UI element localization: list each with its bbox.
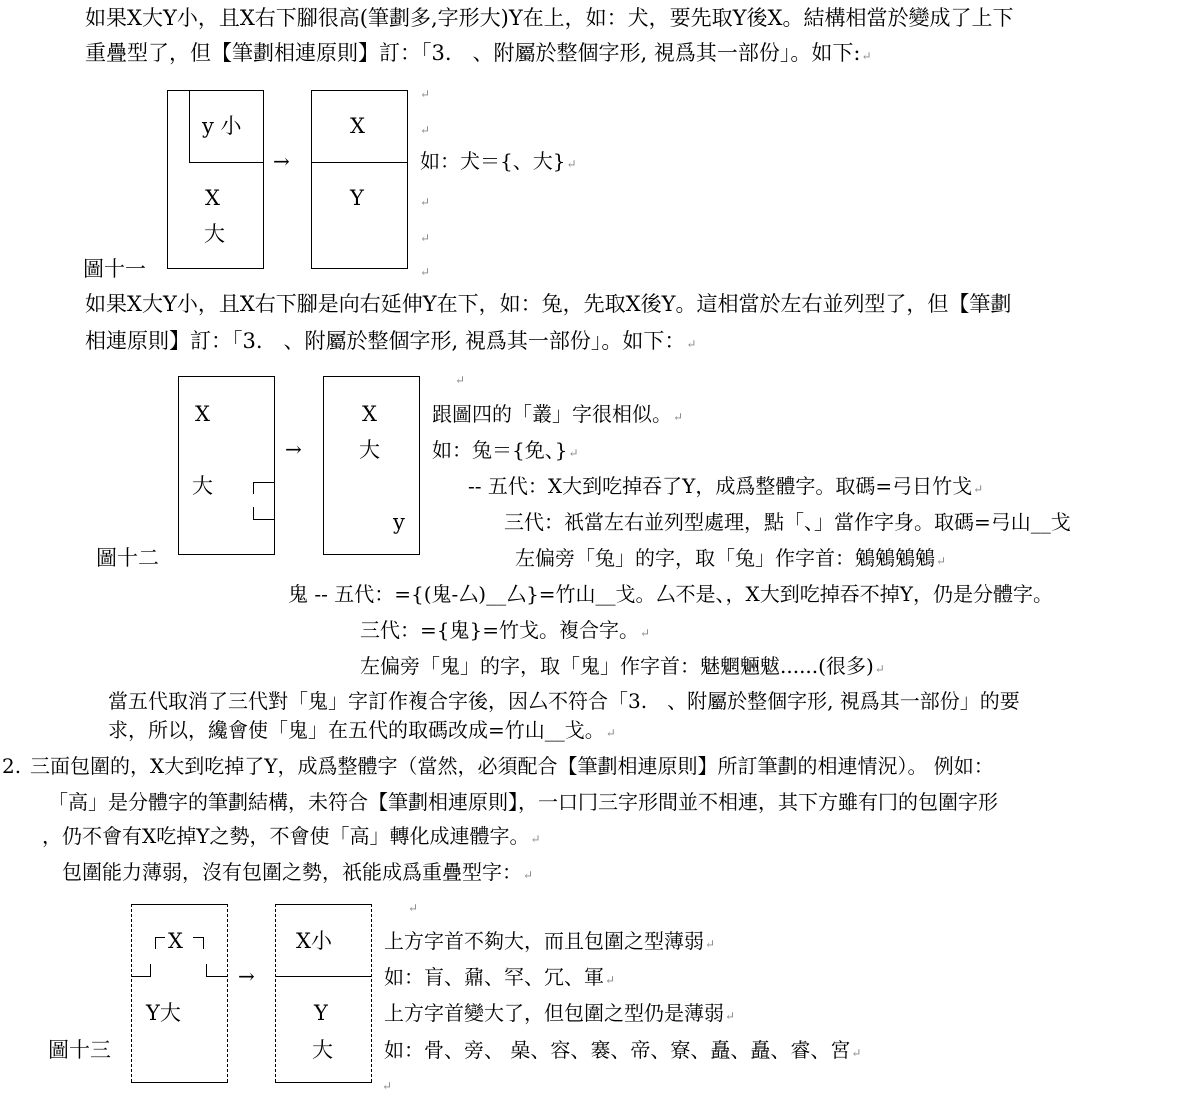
paragraph-mark-icon: ↵ <box>566 157 577 171</box>
fig13-left-left-border <box>131 904 132 1082</box>
fig13-right-right-border <box>371 904 372 1082</box>
fig13-note1: 上方字首不夠大，而且包圍之型薄弱↵ <box>384 929 716 953</box>
gui-line2: 三代：={鬼}=竹戈。複合字。↵ <box>360 618 651 642</box>
paragraph-mark-icon: ↵ <box>973 482 984 496</box>
fig13-left-right-border <box>227 904 228 1082</box>
paragraph-mark-icon: ↵ <box>530 832 541 846</box>
paragraph-mark-icon: ↵ <box>874 662 885 676</box>
paragraph-mark-icon: ↵ <box>408 901 419 915</box>
paragraph-mark-icon: ↵ <box>420 265 431 279</box>
para2-line2: 相連原則】訂：「3. 、附屬於整個字形, 視爲其一部份」。如下：↵ <box>85 329 697 353</box>
fig13-side-left <box>131 976 151 977</box>
paragraph-mark-icon: ↵ <box>861 49 872 63</box>
fig13-right-mid-line <box>275 976 372 977</box>
section2-line2: 「高」是分體字的筆劃結構，未符合【筆劃相連原則】，一口冂三字形間並不相連，其下方雖有冂的包圍字形 <box>48 790 998 814</box>
fig12-left-left-border <box>178 376 179 554</box>
fig13-right-bottom-border <box>275 1082 372 1083</box>
fig12-hook-upper <box>253 482 274 483</box>
paragraph-mark-icon: ↵ <box>568 446 579 460</box>
fig12-right-bottom-border <box>323 554 420 555</box>
fig13-label: 圖十三 <box>48 1038 111 1062</box>
section2-number: 2. <box>2 754 22 778</box>
fig11-inner-stroke <box>189 90 190 162</box>
fig13-right-top-border <box>275 904 372 905</box>
fig11-left-left-border <box>167 90 168 268</box>
fig13-corner-right <box>193 937 203 938</box>
fig12-left-da: 大 <box>192 474 213 498</box>
fig13-corner-left-stroke <box>155 937 156 949</box>
fig11-right-top-border <box>311 90 408 91</box>
fig12-note2: 如：兔＝{免、}↵ <box>432 438 579 462</box>
fig11-right-bottom-border <box>311 268 408 269</box>
paragraph-mark-icon: ↵ <box>705 937 716 951</box>
fig13-corner-left <box>155 937 165 938</box>
fig12-left-x: X <box>195 402 210 426</box>
fig13-left-mid-text: Y大 <box>146 1001 181 1025</box>
fig13-corner-right-stroke <box>203 937 204 949</box>
fig12-right-top-border <box>323 376 420 377</box>
paragraph-mark-icon: ↵ <box>455 373 466 387</box>
paragraph-mark-icon: ↵ <box>851 1046 862 1060</box>
fig13-left-top-text: X <box>168 929 183 953</box>
fig11-inner-line <box>189 162 264 163</box>
fig11-left-mid-text: X <box>205 186 220 210</box>
para3-line2: 求，所以，纔會使「鬼」在五代的取碼改成=竹山__戈。↵ <box>108 718 616 742</box>
fig12-right-x: X <box>362 402 377 426</box>
paragraph-mark-icon: ↵ <box>382 1079 393 1093</box>
section2-line3: ，仍不會有X吃掉Y之勢，不會使「高」轉化成連體字。↵ <box>42 824 541 848</box>
fig13-side-left-stroke <box>150 964 151 976</box>
fig11-right-top-text: X <box>350 114 365 138</box>
fig13-side-right-stroke <box>206 964 207 976</box>
paragraph-mark-icon: ↵ <box>605 973 616 987</box>
paragraph-mark-icon: ↵ <box>420 87 431 101</box>
fig13-note3: 上方字首變大了，但包圍之型仍是薄弱↵ <box>384 1001 736 1025</box>
fig11-left-bottom-border <box>167 268 264 269</box>
paragraph-mark-icon: ↵ <box>686 337 697 351</box>
fig12-note4: 三代：祇當左右並列型處理，點「、」當作字身。取碼=弓山__戈 <box>504 510 1071 534</box>
fig11-right-mid-line <box>311 162 408 163</box>
fig11-arrow-icon: → <box>273 149 290 173</box>
fig12-left-right-border <box>274 376 275 554</box>
fig11-left-top-border <box>167 90 264 91</box>
fig11-right-bot-text: Y <box>350 186 364 210</box>
paragraph-mark-icon: ↵ <box>420 123 431 137</box>
fig13-right-top-text: X小 <box>296 929 332 953</box>
paragraph-mark-icon: ↵ <box>523 868 534 882</box>
fig13-note4: 如：骨、旁、 喿、容、褰、帝、寮、矗、矗、睿、宮↵ <box>384 1038 862 1062</box>
paragraph-mark-icon: ↵ <box>725 1009 736 1023</box>
fig12-right-y: y <box>393 510 405 534</box>
fig12-right-da: 大 <box>359 438 380 462</box>
fig12-left-top-border <box>178 376 275 377</box>
fig13-left-top-border <box>131 904 228 905</box>
paragraph-mark-icon: ↵ <box>420 195 431 209</box>
fig12-note3: -- 五代：X大到吃掉吞了Y，成爲整體字。取碼=弓日竹戈↵ <box>468 474 984 498</box>
para3-line1: 當五代取消了三代對「鬼」字訂作複合字後，因厶不符合「3. 、附屬於整個字形, 視爲其一部份」的要 <box>108 689 1020 713</box>
section2-line4: 包圍能力薄弱，沒有包圍之勢，祇能成爲重疊型字：↵ <box>62 860 534 884</box>
fig12-note1: 跟圖四的「叢」字很相似。↵ <box>432 402 684 426</box>
fig13-right-mid-text: Y <box>314 1001 328 1025</box>
fig12-right-left-border <box>323 376 324 554</box>
gui-line3: 左偏旁「鬼」的字，取「鬼」作字首：魅魍魎魃......(很多)↵ <box>360 654 885 678</box>
fig11-label: 圖十一 <box>83 257 146 281</box>
fig12-hook-lower-stroke <box>253 507 254 519</box>
paragraph-mark-icon: ↵ <box>936 554 947 568</box>
fig11-left-bot-text: 大 <box>204 222 225 246</box>
fig13-left-bottom-border <box>131 1082 228 1083</box>
para1-line2: 重疊型了，但【筆劃相連原則】訂：「3. 、附屬於整個字形, 視爲其一部份」。如下:↵ <box>85 41 872 65</box>
paragraph-mark-icon: ↵ <box>673 410 684 424</box>
fig12-note5: 左偏旁「兔」的字，取「兔」作字首：鵵鵵鵵鵵↵ <box>515 546 947 570</box>
fig13-arrow-icon: → <box>238 964 255 988</box>
fig13-note2: 如：肓、鼐、罕、冗、軍↵ <box>384 965 616 989</box>
fig12-arrow-icon: → <box>285 437 302 461</box>
fig13-right-bot-text: 大 <box>312 1038 333 1062</box>
para2-line1: 如果X大Y小，且X右下腳是向右延伸Y在下，如：兔，先取X後Y。這相當於左右並列型了，但【筆劃 <box>85 292 1012 316</box>
fig11-right-left-border <box>311 90 312 268</box>
fig12-right-right-border <box>419 376 420 554</box>
paragraph-mark-icon: ↵ <box>605 726 616 740</box>
fig12-label: 圖十二 <box>96 546 159 570</box>
para1-line1: 如果X大Y小，且X右下腳很高(筆劃多,字形大)Y在上，如：犬，要先取Y後X。結構相當於變成了上下 <box>85 6 1014 30</box>
fig11-left-top-text: y 小 <box>202 114 242 138</box>
fig11-left-right-border <box>263 90 264 268</box>
section2-line1: 三面包圍的，X大到吃掉了Y，成爲整體字（當然，必須配合【筆劃相連原則】所訂筆劃的相連情況）。 例如： <box>30 754 994 778</box>
fig12-hook-lower <box>253 519 274 520</box>
fig13-side-right <box>206 976 228 977</box>
fig13-right-left-border <box>275 904 276 1082</box>
gui-line1: 鬼 -- 五代：={(鬼-厶)__厶}=竹山__戈。厶不是、，X大到吃掉吞不掉Y，仍是分體字。 <box>288 582 1053 606</box>
paragraph-mark-icon: ↵ <box>639 626 651 640</box>
fig12-left-bottom-border <box>178 554 275 555</box>
fig11-right-right-border <box>407 90 408 268</box>
fig12-hook-upper-stroke <box>253 482 254 494</box>
fig11-example: 如：犬＝{、大}↵ <box>420 149 577 173</box>
paragraph-mark-icon: ↵ <box>420 231 431 245</box>
